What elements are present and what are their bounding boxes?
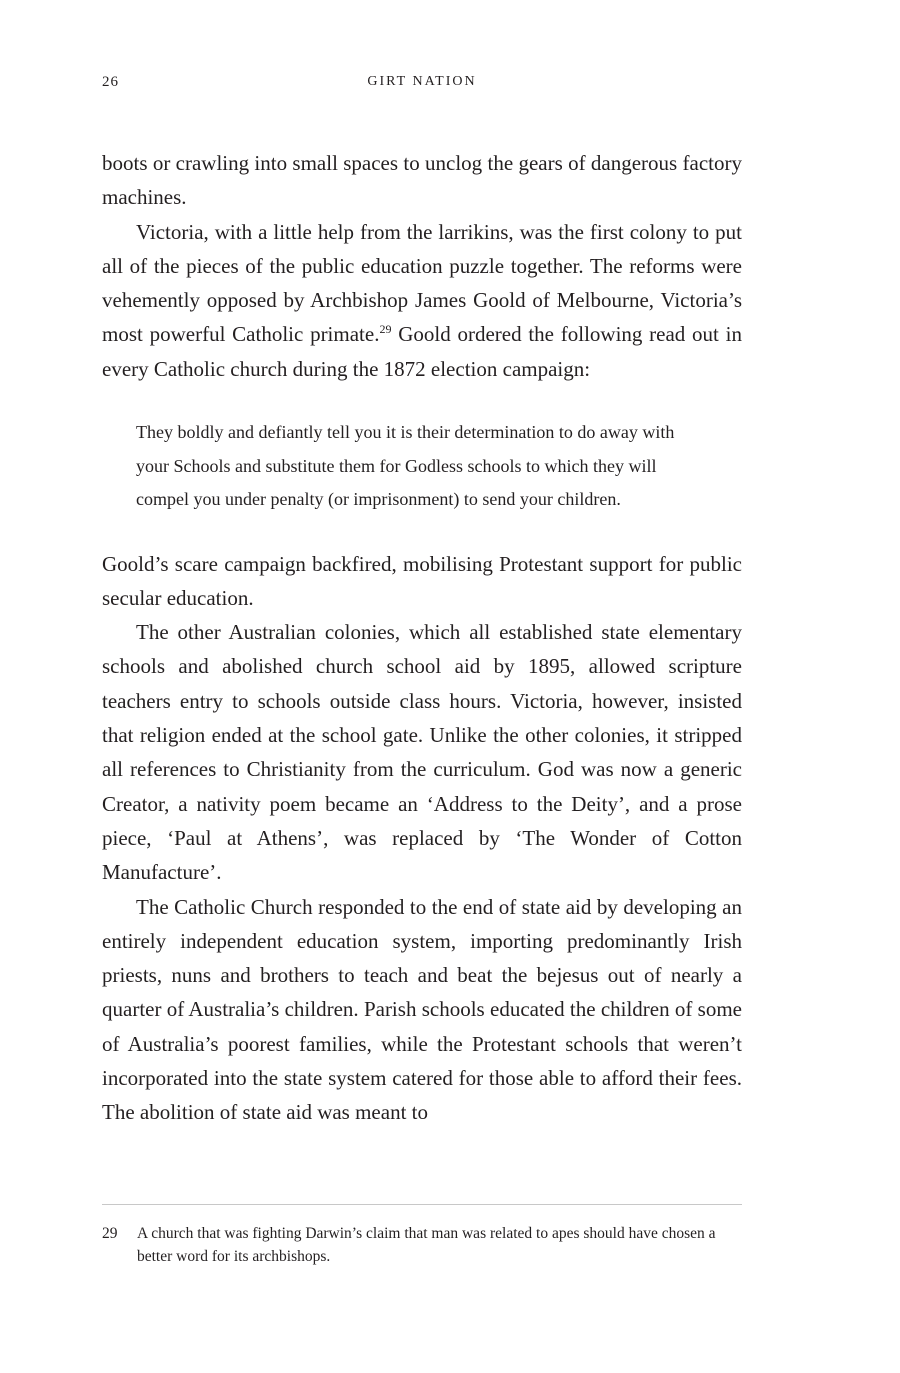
paragraph-3: Goold’s scare campaign backfired, mobilising Protestant support for public secular education. xyxy=(102,551,742,610)
footnote xyxy=(102,1222,742,1268)
footnote-number: 29 xyxy=(102,1225,118,1242)
footnote-text: A church that was fighting Darwin’s claim that man was related to apes should have chosen a better word for its archbishops. xyxy=(137,1225,716,1265)
body-text xyxy=(102,146,742,1130)
running-title: GIRT NATION xyxy=(367,74,477,89)
paragraph-2 xyxy=(102,215,742,386)
footnote-reference[interactable]: 29 xyxy=(379,322,392,337)
paragraph-2-text: Victoria, with a little help from the larrikins, was the first colony to put all of the pieces of the public education puzzle together. The reforms were vehemently opposed by Archbishop James Goold of Melbourne, Victoria’s most powerful Catholic primate. xyxy=(102,219,742,347)
running-head xyxy=(102,74,742,94)
paragraph-4: The other Australian colonies, which all established state elementary schools and abolished church school aid by 1895, allowed scripture teachers entry to schools outside class hours. Victoria, however, insisted that religion ended at the school gate. Unlike the other colonies, it stripped all references to Christianity from the curriculum. God was now a generic Creator, a nativity poem became an ‘Address to the Deity’, and a prose piece, ‘Paul at Athens’, was replaced by ‘The Wonder of Cotton Manufacture’. xyxy=(102,620,742,885)
paragraph-1: boots or crawling into small spaces to unclog the gears of dangerous factory machines. xyxy=(102,151,742,210)
block-quote: They boldly and defiantly tell you it is their determination to do away with your Schools and substitute them for Godless schools to which they will compel you under penalty (or imprisonment) to send your children. xyxy=(136,422,675,510)
paragraph-5: The Catholic Church responded to the end of state aid by developing an entirely independent education system, importing predominantly Irish priests, nuns and brothers to teach and beat the bejesus out of nearly a quarter of Australia’s children. Parish schools educated the children of some of Australia’s poorest families, while the Protestant schools that weren’t incorporated into the state system catered for those able to afford their fees. The abolition of state aid was meant to xyxy=(102,894,742,1125)
footnote-divider xyxy=(102,1204,742,1205)
paragraph-2-tail: Goold ordered the following read out in every Catholic church during the 1872 election campaign: xyxy=(102,322,742,381)
page-number: 26 xyxy=(102,74,119,90)
